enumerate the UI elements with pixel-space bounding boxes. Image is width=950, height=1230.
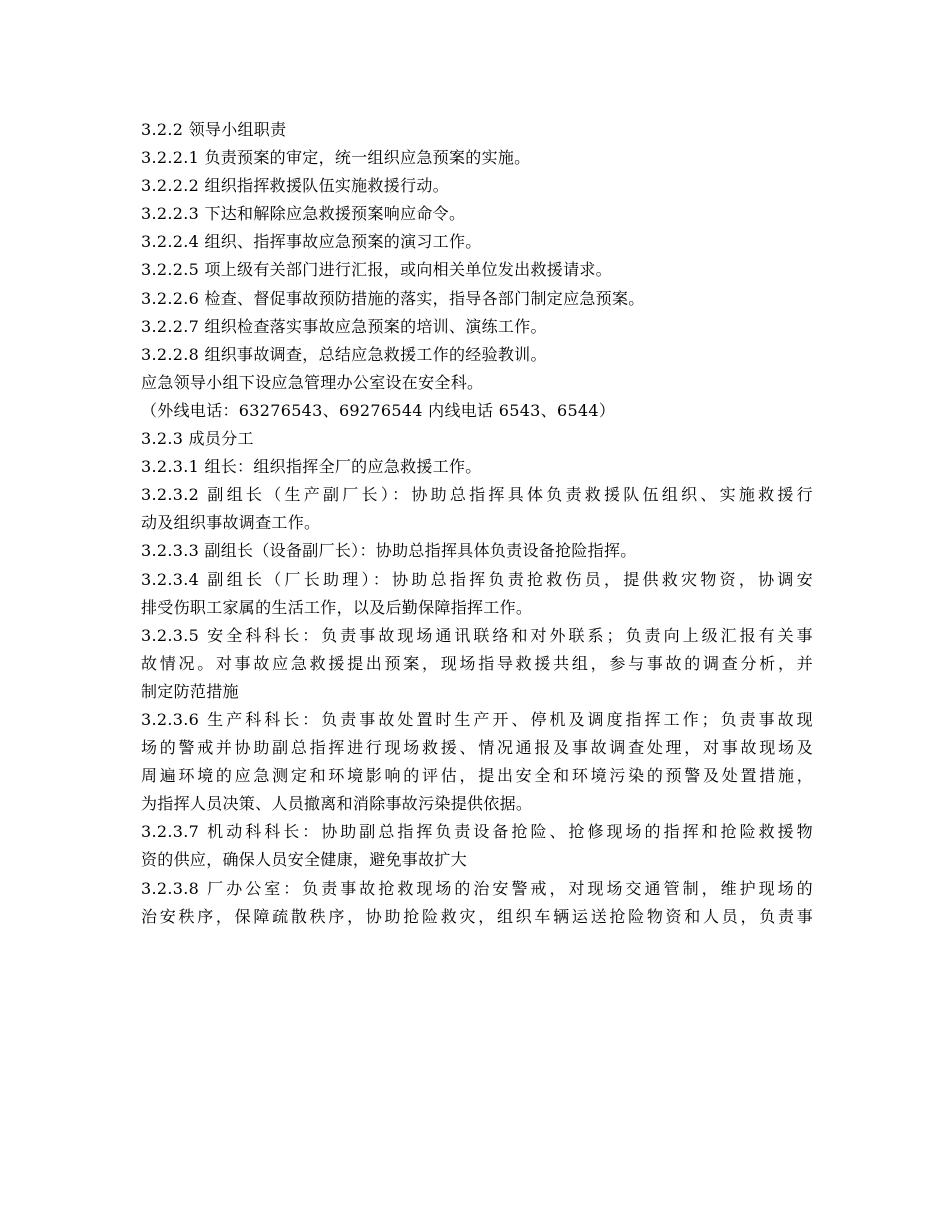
paragraph-line: 动及组织事故调查工作。 xyxy=(141,513,321,533)
paragraph-line: 3.2.3.7 机动科科长：协助副总指挥负责设备抢险、抢修现场的指挥和抢险救援物 xyxy=(141,822,813,842)
paragraph-line: 3.2.2.8 组织事故调查，总结应急救援工作的经验教训。 xyxy=(141,344,547,364)
paragraph-line: 3.2.2.7 组织检查落实事故应急预案的培训、演练工作。 xyxy=(141,316,547,336)
paragraph-line: 3.2.3.3 副组长（设备副厂长）：协助总指挥具体负责设备抢险指挥。 xyxy=(141,541,637,561)
paragraph-line: 制定防范措施 xyxy=(141,681,239,701)
paragraph-line: 3.2.2.6 检查、督促事故预防措施的落实，指导各部门制定应急预案。 xyxy=(141,288,645,308)
paragraph-line: 应急领导小组下设应急管理办公室设在安全科。 xyxy=(141,372,484,392)
paragraph-line: 3.2.2.4 组织、指挥事故应急预案的演习工作。 xyxy=(141,232,482,252)
paragraph-line: 3.2.3.2 副组长（生产副厂长）：协助总指挥具体负责救援队伍组织、实施救援行 xyxy=(141,485,813,505)
heading-3-2-3: 3.2.3 成员分工 xyxy=(141,429,254,449)
paragraph-line: 资的供应，确保人员安全健康，避免事故扩大 xyxy=(141,850,468,870)
heading-3-2-2: 3.2.2 领导小组职责 xyxy=(141,120,287,139)
paragraph-line: 3.2.3.5 安全科科长：负责事故现场通讯联络和对外联系；负责向上级汇报有关事 xyxy=(141,625,813,645)
document-body xyxy=(141,116,813,931)
paragraph-line: 排受伤职工家属的生活工作，以及后勤保障指挥工作。 xyxy=(141,597,533,617)
paragraph-line: 3.2.3.8 厂办公室：负责事故抢救现场的治安警戒，对现场交通管制，维护现场的 xyxy=(141,878,813,898)
paragraph-line: 3.2.2.1 负责预案的审定，统一组织应急预案的实施。 xyxy=(141,148,531,168)
paragraph-line: 周遍环境的应急测定和环境影响的评估，提出安全和环境污染的预警及处置措施， xyxy=(141,766,813,786)
paragraph-line: 治安秩序，保障疏散秩序，协助抢险救灾，组织车辆运送抢险物资和人员，负责事 xyxy=(141,906,813,926)
paragraph-line: 3.2.3.1 组长：组织指挥全厂的应急救援工作。 xyxy=(141,457,482,477)
phone-info-line: （外线电话：63276543、69276544 内线电话 6543、6544） xyxy=(141,400,616,420)
paragraph-line: 3.2.3.6 生产科科长：负责事故处置时生产开、停机及调度指挥工作；负责事故现 xyxy=(141,709,813,729)
paragraph-line: 3.2.2.5 项上级有关部门进行汇报，或向相关单位发出救援请求。 xyxy=(141,260,612,280)
paragraph-line: 3.2.2.3 下达和解除应急救援预案响应命令。 xyxy=(141,204,466,224)
paragraph-line: 场的警戒并协助副总指挥进行现场救援、情况通报及事故调查处理，对事故现场及 xyxy=(141,738,813,758)
paragraph-line: 3.2.3.4 副组长（厂长助理）：协助总指挥负责抢救伤员，提供救灾物资，协调安 xyxy=(141,569,813,589)
paragraph-line: 为指挥人员决策、人员撤离和消除事故污染提供依据。 xyxy=(141,794,533,814)
paragraph-line: 3.2.2.2 组织指挥救援队伍实施救援行动。 xyxy=(141,176,449,196)
paragraph-line: 故情况。对事故应急救援提出预案，现场指导救援共组，参与事故的调查分析，并 xyxy=(141,653,813,673)
